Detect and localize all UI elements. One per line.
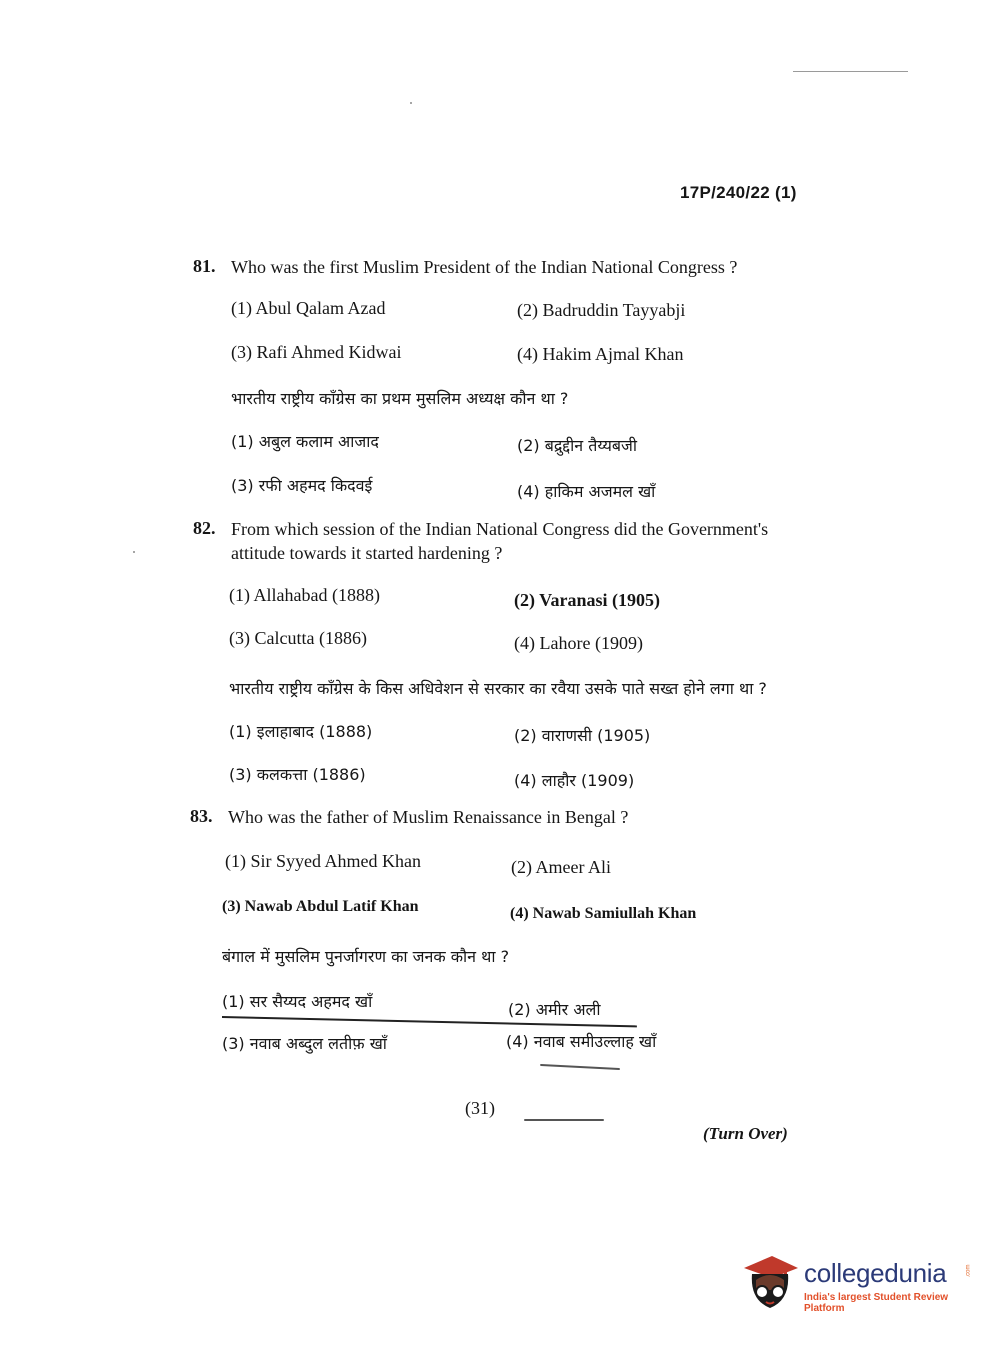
question-number: 82. (193, 518, 216, 538)
option-hi-1: (1) इलाहाबाद (1888) (229, 722, 373, 741)
option-en-2: (2) Ameer Ali (511, 857, 611, 877)
scan-speck (133, 551, 135, 553)
page-number: (31) (465, 1098, 495, 1118)
option-en-2: (2) Varanasi (1905) (514, 590, 661, 610)
option-hi-2: (2) बद्रुद्दीन तैय्यबजी (517, 436, 638, 455)
paper-code: 17P/240/22 (1) (680, 183, 797, 202)
option-hi-3: (3) रफी अहमद किदवई (231, 476, 373, 495)
question-text-en: Who was the father of Muslim Renaissance in Bengal ? (228, 807, 629, 827)
turn-over-note: (Turn Over) (703, 1124, 788, 1143)
question-text-hi: बंगाल में मुसलिम पुनर्जागरण का जनक कौन था ? (222, 947, 510, 966)
option-en-2: (2) Badruddin Tayyabji (517, 300, 686, 320)
option-en-4: (4) Hakim Ajmal Khan (517, 344, 684, 364)
question-text-en-line1: From which session of the Indian National Congress did the Government's (231, 519, 769, 539)
collegedunia-logo (742, 1250, 972, 1312)
top-rule (793, 71, 908, 72)
option-hi-4: (4) हाकिम अजमल खाँ (517, 482, 656, 501)
option-hi-4: (4) लाहौर (1909) (514, 771, 635, 790)
graduate-cap-mascot-icon (742, 1250, 798, 1312)
option-en-4: (4) Lahore (1909) (514, 633, 643, 653)
brand-suffix: .com (965, 1264, 972, 1278)
option-en-1: (1) Allahabad (1888) (229, 585, 380, 605)
brand-name: collegedunia (804, 1258, 947, 1288)
question-text-en: Who was the first Muslim President of the Indian National Congress ? (231, 257, 738, 277)
question-text-hi: भारतीय राष्ट्रीय कॉंग्रेस के किस अधिवेशन से सरकार का रवैया उसके पाते सख्त होने लगा था ? (229, 679, 767, 698)
scan-speck (410, 102, 412, 104)
question-number: 81. (193, 256, 216, 276)
option-en-3: (3) Calcutta (1886) (229, 628, 367, 648)
question-text-en-line2: attitude towards it started hardening ? (231, 543, 503, 563)
option-en-1: (1) Sir Syyed Ahmed Khan (225, 851, 421, 871)
option-hi-2: (2) वाराणसी (1905) (514, 726, 651, 745)
brand-tagline: India's largest Student Review Platform (804, 1292, 949, 1314)
question-number: 83. (190, 806, 213, 826)
option-en-3: (3) Nawab Abdul Latif Khan (222, 898, 419, 915)
scan-smudge (540, 1064, 620, 1070)
option-hi-1: (1) सर सैय्यद अहमद खाँ (222, 992, 373, 1011)
option-hi-1: (1) अबुल कलाम आजाद (231, 432, 379, 451)
option-en-3: (3) Rafi Ahmed Kidwai (231, 342, 402, 362)
option-hi-3: (3) नवाब अब्दुल लतीफ़ खाँ (222, 1034, 387, 1053)
option-hi-4: (4) नवाब समीउल्लाह खाँ (506, 1032, 657, 1051)
option-en-1: (1) Abul Qalam Azad (231, 298, 386, 318)
scan-smudge (524, 1119, 604, 1121)
option-en-4: (4) Nawab Samiullah Khan (510, 905, 697, 922)
question-text-hi: भारतीय राष्ट्रीय कॉंग्रेस का प्रथम मुसलिम अध्यक्ष कौन था ? (231, 389, 569, 408)
option-hi-3: (3) कलकत्ता (1886) (229, 765, 366, 784)
option-hi-2: (2) अमीर अली (508, 1000, 601, 1019)
